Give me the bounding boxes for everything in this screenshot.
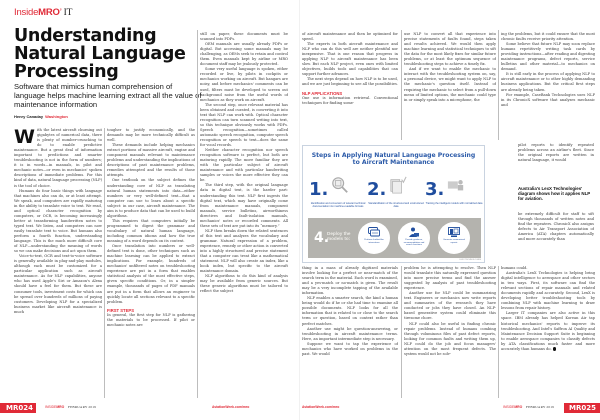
body-column-1 (14, 128, 102, 400)
paragraph: One textbook on the subject defines the understanding core of NLP as translating natural human statements into data—either numbers or very well-defined text—that a computer can use to learn about a specific subject: in our case, aircraft maintenance. The aim is to produce data that can be used to build algorithms. (107, 178, 195, 218)
paragraph: In general, the first step for NLP is gathering the materials to be processed. If pilot or mechanic notes are (107, 312, 195, 327)
footer-brand-left (45, 405, 64, 409)
step-number: 4. (314, 230, 330, 246)
paragraph: These demands include helping mechanics extract portions of massive aircraft, engine and component manuals relevant to maintenance problems and understanding the implications of descriptions of past maintenance problems, remedies attempted and the results of those attempts. (107, 143, 195, 178)
paragraph: tougher to justify economically, and the demands may be more technically difficult as well. (107, 128, 195, 143)
paragraph: still on paper, these documents must be scanned into PDFs. (200, 32, 288, 42)
step-number: 1. (309, 179, 329, 200)
paragraph: It is still early in the process of applying NLP to aircraft maintenance or to other highly demanding business applications. But the critical first steps are already being taken. (501, 72, 595, 92)
body-column-4-bottom (302, 266, 398, 398)
deploy-target-text: Provide guidance, recommendation and search functions (403, 239, 425, 247)
paragraph-text: ith the latest aircraft churning out gigabytes of numerical data, there is plenty of number-crunching to do to enable predictive maintenance. But a great deal of information important to predictions and smarter troubleshooting is not in the form of numbers; it is in words—in manuals, in pilot and mechanic notes—or even in mechanics' spoken descriptions of immediate problems. For this kind of data, natural language processing (NLP) is the tool of choice. (14, 128, 102, 188)
magnifier-document-icon (331, 176, 349, 194)
documents-check-icon (389, 176, 407, 194)
paragraph: use NLP to convert all that experience into precise statements of faults found, steps taken and results achieved. We would then apply machine learning and statistical techniques to sift the data for the most likely fixes for similar future problems, or at least the optimum sequence of troubleshooting steps to achieve a timely fix. (404, 32, 496, 67)
footer-date-left: FEBRUARY 2019 (68, 405, 97, 409)
deploy-target-text: Generate summarized reports (443, 239, 465, 244)
infographic-title (303, 152, 484, 167)
footer-url-left[interactable]: AviationWeek.com/mro (212, 405, 250, 409)
deploy-label-line: models to: (327, 236, 351, 242)
paragraph: And if we want to enable the mechanic to interact with the troubleshooting system on, say, a personal device, we might want to apply NLP to the mechanic's question itself. Instead of requiring the mechanic to select from a pull-down menu of limited options, the mechanic could type in or simply speak into a microphone, the (404, 67, 496, 102)
body-column-2 (107, 128, 195, 400)
page-number-right: MR025 (564, 403, 600, 413)
step-number: 2. (367, 179, 387, 200)
infographic-credit: LEXX TECHNOLOGIES (459, 259, 481, 261)
paragraph: Neither character recognition nor speech recognition software is perfect, but both are maturing rapidly. The more familiar they are with the particular subject of aircraft maintenance and with particular handwriting samples or voices the more effective they can be. (200, 148, 288, 183)
paragraph: The second step, once relevant material has been obtained and curated, is converting it into text that NLP can work with. Optical character recognition can turn scanned writing into text, so this technique obviously works with PDFs. Speech recognition—sometimes called automatic speech recognition, computer speech recognition or speech to text—does the same for vocal records. (200, 102, 288, 148)
byline (14, 114, 68, 119)
deploy-panel (308, 218, 481, 258)
step-1 (309, 179, 367, 208)
footer-brand-name: MRO (56, 405, 65, 409)
paragraph: Another use for NLP could be summarizing text. Engineers or mechanics now write reports and summaries of the research they have conducted or jobs they have closed. An NLP-based generative system could eliminate this tiresome chore. (404, 291, 496, 321)
footer-date-right: FEBRUARY 2019 (526, 405, 555, 409)
paragraph: pilot reports to identify repeated problems across an airline's fleet. Since the original reports are written in natural language, it would (518, 143, 594, 163)
step-caption: Standardization of the structured and unstructured data (368, 202, 424, 208)
end-of-article-icon (553, 347, 557, 351)
deploy-label (327, 231, 350, 241)
step-3 (425, 179, 483, 205)
paragraph: Once translation into numbers or well-defined text is done, other techniques such as machine learning can be applied to extract implications. For example, hundreds of mechanics' unfiltered notes on troubleshooting experience are put in a form that enables statistical analysis of the most effective steps, given specific conditions. Or, in a simpler example, thousands of pages of PDF manuals are put in a form that allows an engineer to quickly locate all sections relevant to a specific problem. (107, 244, 195, 304)
paragraph: For example, CaseBank Technologies uses NLP in its ChronicX software that analyzes mechanic and (501, 92, 595, 107)
brand-prefix: Inside (14, 7, 39, 18)
article-headline: Understanding Natural Language Processing (14, 26, 186, 82)
paragraph: thing in a mass of already digitized materials involve looking for a perfect or near-match of the search term in the material. Each word is examined, and a yes-match or no-match is given. The result may be a very incomplete tapping of the available information. (302, 266, 398, 296)
paragraph: This requires that computers initially be programmed to digest the grammar and vocabulary of natural human language, including common idioms and how the true meaning of a word depends on its context. (107, 218, 195, 244)
column-rule (498, 30, 499, 140)
paragraph: Some believe that future NLP may soon replace humans repetitively writing task cards by providing instructions—after reading and digesting maintenance programs, defect reports, service bulletins and other material—to mechanics on demand. (501, 42, 595, 72)
step-caption: Identification and conversion of relevant technical documentation into machine-readable formats (310, 202, 366, 208)
subhead-nlp-applications: NLP APPLICATIONS (302, 90, 343, 96)
paragraph: The experts in both aircraft maintenance and NLP who can do this well are neither plentiful nor inexpensive. That is one reason that progress in applying NLP to aircraft maintenance has been slow. But each NLP project, even ones with limited objectives, builds tools and capabilities that can support further advances. (302, 42, 398, 77)
footer-brand-prefix: INSIDE (503, 405, 515, 409)
paragraph: Australia's LexX Technologies is helping bring digital intelligence to aerospace and other sectors in two ways. First, its software can find the relevant sections of repair manuals and related documents rapidly and accurately. Second, LexX is developing better troubleshooting tools by combining NLP with machine learning to draw lessons from repair history. (501, 271, 595, 311)
column-rule (401, 266, 402, 398)
computer-user-icon (447, 176, 465, 194)
column-rule (104, 128, 105, 398)
paragraph (501, 311, 595, 351)
paragraph: of aircraft maintenance and then be optimized for speed. (302, 32, 398, 42)
paragraph: NLP then breaks down the related sentences of this text and analyzes the vocabulary and grammar. Natural expression of a problem, experience, remedy or other action is converted into a highly structured and precise statement that a computer can treat like a mathematical statement. NLP will also create an index, like a book index, but specific to the aircraft maintenance domain. (200, 228, 288, 274)
person-laptop-icon (408, 227, 420, 238)
paragraph-text: Larger IT companies are also active in this space. IBM already has helped Korean Air tap historical mechanics' reports to improve its troubleshooting. And Intel's Saffron AI Quality and Maintenance Decision Support Suite is beginning to enable aerospace companies to classify defects by ATA classifications much faster and more accurately than humans do. (501, 311, 595, 351)
article-deck: Software that mimics human comprehension of language helps machine learning extract all the value of maintenance information (14, 82, 202, 109)
footer-brand-right (503, 405, 522, 409)
column-rule (197, 30, 198, 398)
subhead-first-steps: FIRST STEPS (107, 307, 134, 313)
paragraph: be extremely difficult for staff to sift through thousands of written notes and find the repeaters. ChronicX also assigns defects to Air Transport Association of America (ATA) chapters automatically and more accurately than (518, 212, 594, 242)
paragraph: NLP could also be useful in finding chronic repair problems. Instead of humans combing through voluminous files of past defect reports, looking for common faults and writing them up, NLP could do the job and focus managers' attention on the most frequent defects. The system would not be solv- (404, 321, 496, 356)
chat-bubbles-icon (368, 227, 380, 238)
deploy-target-chatbot (358, 222, 390, 254)
deploy-target-text: Perform chatbot-like interactions (364, 239, 384, 244)
drop-cap: W (14, 128, 35, 148)
column-rule (498, 266, 499, 398)
paragraph: One use is information retrieval. Conventional techniques for finding some- (302, 95, 398, 105)
footer-brand-name: MRO (514, 405, 523, 409)
paragraph (14, 128, 102, 189)
paragraph: The next steps depend on how NLP is to be used, and we are just beginning to see all the possibilities. (302, 77, 398, 87)
infographic-caption: Australia's LexX Technologies' diagram shows how it applies NLP for aviation. (518, 186, 591, 201)
infographic-title-line: Steps in Applying Natural Language Processing (311, 152, 476, 159)
paragraph: NLP enables a smarter search, the kind a human being would do if he or she had time to examine all possible documents. NLP looks for all the information that is related to or close to the search term or question, based on context rather than perfect matches. (302, 296, 398, 326)
body-column-5-top (404, 32, 496, 140)
brand-name: MRO (38, 7, 60, 18)
paragraph: humans could. (501, 266, 528, 270)
deploy-label-line: Deploy the (327, 231, 351, 236)
body-column-6-top (501, 32, 595, 140)
column-rule (401, 30, 402, 140)
paragraph: Voice-to-text, OCR and text-to-voice software is generally available in plug-and-play modules, although each must be customized for a particular application such as aircraft maintenance. As for NLP capabilities, anyone who has used Apple's Siri or Amazon's Alexa should have a feel for them. But these are consumer tools, investment costs for which can be spread over hundreds of millions of paying customers. Developing NLP for a specialized business market like aircraft maintenance is much (14, 254, 102, 314)
paragraph: Another use might be question-answering, or troubleshooting in aircraft maintenance terms. Here, an important intermediate step is necessary. (302, 326, 398, 341)
dateline-location: Washington (45, 114, 68, 119)
page-number-left: MR024 (0, 403, 36, 413)
spread-gutter (299, 0, 300, 420)
infographic-title-line: to Aircraft Maintenance (352, 159, 435, 167)
paragraph: NLP algorithms to do this kind of analysis may be available from generic sources. But these generic algorithms must be tailored to reflect the subject (200, 274, 288, 294)
body-column-4-top (302, 32, 398, 140)
step-2 (367, 179, 425, 208)
deploy-target-guidance (398, 222, 430, 254)
magazine-brand (14, 7, 72, 18)
body-column-6-narrow-b (518, 212, 594, 264)
section-label: IT (63, 8, 73, 18)
deploy-target-reports (438, 222, 470, 254)
paragraph: Suppose we want to tap the experience of mechanics who have worked on problems in the past. We would (302, 341, 398, 356)
author-name: Henry Canaday (14, 114, 44, 119)
brand-mark: ’ (59, 7, 62, 18)
step-number: 3. (425, 179, 445, 200)
body-column-6-bottom (501, 266, 595, 398)
paragraph: The third step, with the original language data in digital text, is the harder part: understanding this text. NLP first ingests the digital text, which may have originally come from maintenance manuals, component manuals, service bulletins, airworthiness directives and fault-isolation manuals, mechanics' notes or recorded comments. All these sets of text are put into its “memory.” (200, 183, 288, 228)
footer-brand-prefix: INSIDE (45, 405, 57, 409)
footer-url-right[interactable]: AviationWeek.com/mro (302, 405, 340, 409)
paragraph: ing the problems, but it could ensure that the most chronic faults receive priority attention. (501, 32, 595, 42)
paragraph: OEM manuals are usually already PDFs or digital. But accessing some manuals may be challenging, as OEMs seek to retain and control them. Even manuals kept by airline or MRO document staff may be jealously protected. (200, 42, 288, 67)
paragraph: Humans do four basic things with language that machines also can do, or at least attempt. We speak, and computers are rapidly maturing in the ability to translate voice to text. We read, and optical character recognition by computers, or OCR, is becoming increasingly better at transforming handwritten notes to typed text. We listen, and computers can now easily translate text to voice. But humans also perform a fourth function, understanding language. This is the much more difficult core of NLP—understanding the meaning of words so we can make decisions and act upon them. (14, 188, 102, 254)
step-caption: Training the intelligent models with normalized data (425, 202, 483, 205)
paragraph: Some very useful language is spoken, either recorded or live, by pilots in cockpits or mechanics working on aircraft. But hangars are noisy, and before mechanics' comments can be used, filters must be developed to screen out background noise from the useful words of mechanics as they work on aircraft. (200, 67, 288, 102)
body-column-5-bottom (404, 266, 496, 398)
nlp-steps-infographic (302, 145, 485, 263)
body-column-6-narrow (518, 143, 594, 185)
paragraph: problem he is attempting to resolve. Then NLP would translate this naturally expressed question into more precise terms and find the answer suggested by analysis of past troubleshooting experience. (404, 266, 496, 291)
body-column-3 (200, 32, 288, 400)
reports-icon (448, 227, 460, 238)
